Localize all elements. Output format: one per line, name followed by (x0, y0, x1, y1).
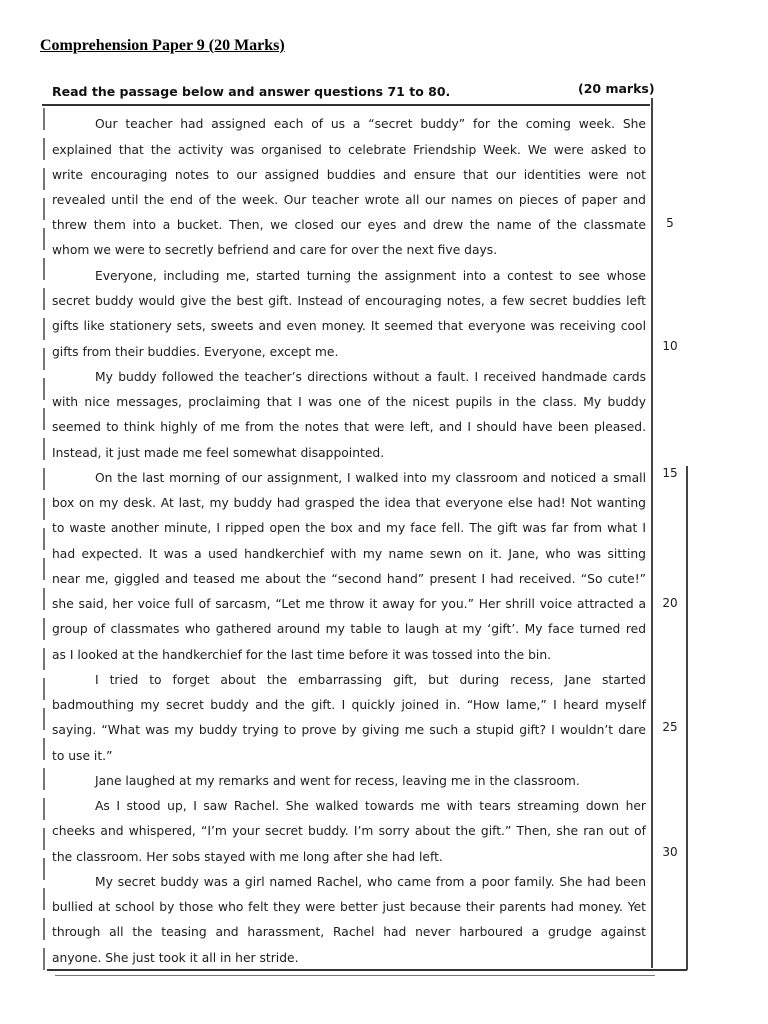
passage-frame-left (43, 108, 45, 978)
passage-line: she said, her voice full of sarcasm, “Let me throw it away for you.” Her shrill voice attracted a (52, 597, 646, 611)
passage-line: gifts from their buddies. Everyone, except me. (52, 345, 339, 359)
passage-line: secret buddy would give the best gift. Instead of encouraging notes, a few secret buddies left (52, 294, 646, 308)
line-number: 10 (662, 339, 678, 353)
passage-line: My secret buddy was a girl named Rachel, who came from a poor family. She had been (95, 875, 646, 889)
passage-line: As I stood up, I saw Rachel. She walked towards me with tears streaming down her (95, 799, 646, 813)
passage-line: anyone. She just took it all in her stride. (52, 951, 299, 965)
passage-line: Our teacher had assigned each of us a “secret buddy” for the coming week. She (95, 117, 646, 131)
passage-line: Jane laughed at my remarks and went for recess, leaving me in the classroom. (95, 774, 580, 788)
passage-line: through all the teasing and harassment, Rachel had never harboured a grudge against (52, 925, 646, 939)
line-number: 30 (662, 845, 678, 859)
passage-line: threw them into a bucket. Then, we closed our eyes and drew the name of the classmate (52, 218, 646, 232)
passage-line: had expected. It was a used handkerchief with my name sewn on it. Jane, who was sitting (52, 547, 646, 561)
passage-line: near me, giggled and teased me about the “second hand” present I had received. “So cute!” (52, 572, 646, 586)
passage-line: Everyone, including me, started turning the assignment into a contest to see whose (95, 269, 646, 283)
passage-line: explained that the activity was organised to celebrate Friendship Week. We were asked to (52, 143, 646, 157)
passage-line: write encouraging notes to our assigned buddies and ensure that our identities were not (52, 168, 646, 182)
passage-line: with nice messages, proclaiming that I was one of the nicest pupils in the class. My buddy (52, 395, 646, 409)
passage-line: My buddy followed the teacher’s directions without a fault. I received handmade cards (95, 370, 646, 384)
passage-line: I tried to forget about the embarrassing gift, but during recess, Jane started (95, 673, 646, 687)
passage-line: to use it.” (52, 749, 113, 763)
passage-line: as I looked at the handkerchief for the last time before it was tossed into the bin. (52, 648, 552, 662)
line-number: 15 (662, 466, 678, 480)
passage-frame-bottom-inner (55, 975, 655, 976)
passage-line: to waste another minute, I ripped open the box and my face fell. The gift was far from what I (52, 521, 646, 535)
passage-line: saying. “What was my buddy trying to prove by giving me such a stupid gift? I wouldn’t dare (52, 723, 646, 737)
line-number: 20 (662, 596, 678, 610)
passage-line: box on my desk. At last, my buddy had grasped the idea that everyone else had! Not wanting (52, 496, 646, 510)
paper-title: Comprehension Paper 9 (20 Marks) (40, 37, 285, 54)
line-number: 5 (666, 216, 674, 230)
instruction-text: Read the passage below and answer questions 71 to 80. (52, 84, 451, 99)
passage-line: group of classmates who gathered around my table to laugh at my ‘gift’. My face turned red (52, 622, 646, 636)
passage-line: Instead, it just made me feel somewhat disappointed. (52, 446, 385, 460)
passage-line: On the last morning of our assignment, I walked into my classroom and noticed a small (95, 471, 646, 485)
passage-line: whom we were to secretly befriend and care for over the next five days. (52, 243, 498, 257)
passage-frame-bottom (47, 969, 687, 971)
passage-line: gifts like stationery sets, sweets and even money. It seemed that everyone was receiving cool (52, 319, 646, 333)
passage-line: the classroom. Her sobs stayed with me long after she had left. (52, 850, 443, 864)
passage-line: bullied at school by those who felt they were better just because their parents had money. Yet (52, 900, 646, 914)
passage-frame-top (42, 104, 650, 106)
passage-line: badmouthing my secret buddy and the gift. I quickly joined in. “How lame,” I heard myself (52, 698, 646, 712)
passage-line: revealed until the end of the week. Our teacher wrote all our names on pieces of paper and (52, 193, 646, 207)
passage-line: seemed to think highly of me from the notes that were left, and I should have been pleased. (52, 420, 646, 434)
line-number: 25 (662, 720, 678, 734)
marks-label: (20 marks) (578, 81, 655, 96)
passage-line: cheeks and whispered, “I’m your secret buddy. I’m sorry about the gift.” Then, she ran out of (52, 824, 646, 838)
line-number-column-border (686, 466, 688, 970)
passage-frame-right (651, 98, 653, 968)
